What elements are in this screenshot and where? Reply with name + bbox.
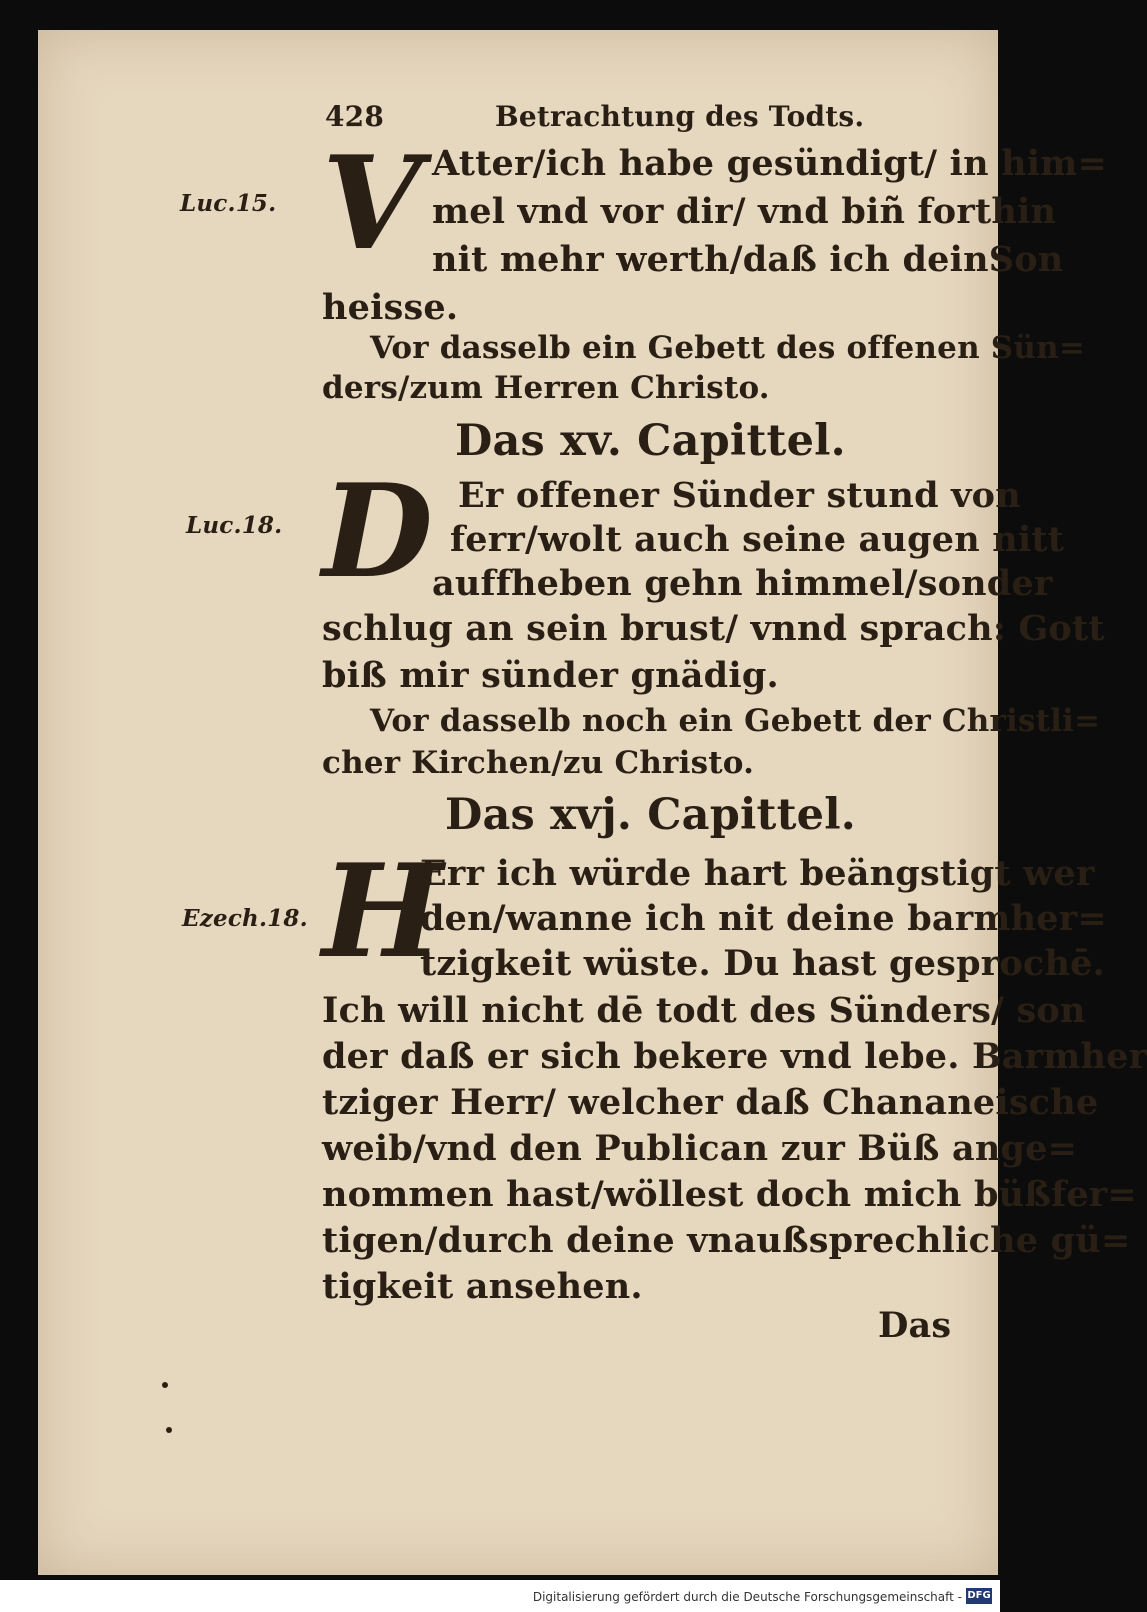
prayer-intro-line: Vor dasselb ein Gebett des offenen Sün= xyxy=(370,330,1086,366)
text-line: heisse. xyxy=(322,287,459,328)
ink-speck xyxy=(166,1427,172,1433)
margin-note-luc18: Luc.18. xyxy=(186,512,283,539)
text-line: tigen/durch deine vnaußsprechliche gü= xyxy=(322,1220,1131,1261)
text-line: nit mehr werth/daß ich deinSon xyxy=(432,239,1064,280)
decorated-initial: D xyxy=(322,457,433,607)
margin-note-ezech18: Ezech.18. xyxy=(182,905,308,932)
text-line: den/wanne ich nit deine barmher= xyxy=(420,898,1107,939)
text-line: schlug an sein brust/ vnnd sprach: Gott xyxy=(322,608,1105,649)
text-line: mel vnd vor dir/ vnd biñ forthin xyxy=(432,191,1057,232)
text-line: biß mir sünder gnädig. xyxy=(322,655,779,696)
decorated-initial: V xyxy=(322,129,422,279)
decorated-initial: H xyxy=(322,837,443,987)
prayer-intro-line: cher Kirchen/zu Christo. xyxy=(322,745,755,781)
text-line: ferr/wolt auch seine augen nitt xyxy=(450,519,1065,560)
prayer-intro-line: ders/zum Herren Christo. xyxy=(322,370,770,406)
text-line: Ich will nicht dē todt des Sünders/ son xyxy=(322,990,1086,1031)
ink-speck xyxy=(162,1382,168,1388)
margin-note-luc15: Luc.15. xyxy=(180,190,277,217)
text-line: Atter/ich habe gesündigt/ in him= xyxy=(432,143,1108,184)
page-number: 428 xyxy=(325,100,385,133)
catchword: Das xyxy=(878,1305,952,1346)
text-line: der daß er sich bekere vnd lebe. Barmher xyxy=(322,1036,1147,1077)
running-title: Betrachtung des Todts. xyxy=(495,100,865,133)
text-line: weib/vnd den Publican zur Büß ange= xyxy=(322,1128,1078,1169)
chapter-heading: Das xv. Capittel. xyxy=(455,416,846,466)
text-line: Err ich würde hart beängstigt wer xyxy=(420,853,1095,894)
text-line: tziger Herr/ welcher daß Chananeische xyxy=(322,1082,1099,1123)
text-line: tigkeit ansehen. xyxy=(322,1266,643,1307)
text-line: auffheben gehn himmel/sonder xyxy=(432,563,1053,604)
footer-credit: Digitalisierung gefördert durch die Deutsche Forschungsgemeinschaft - xyxy=(532,1590,962,1604)
text-line: nommen hast/wöllest doch mich büßfer= xyxy=(322,1174,1137,1215)
chapter-heading: Das xvj. Capittel. xyxy=(445,790,856,840)
dfg-logo-icon: DFG xyxy=(966,1588,992,1604)
text-line: tzigkeit wüste. Du hast gesprochē. xyxy=(420,943,1105,984)
text-line: Er offener Sünder stund von xyxy=(458,475,1021,516)
prayer-intro-line: Vor dasselb noch ein Gebett der Christli= xyxy=(370,703,1101,739)
